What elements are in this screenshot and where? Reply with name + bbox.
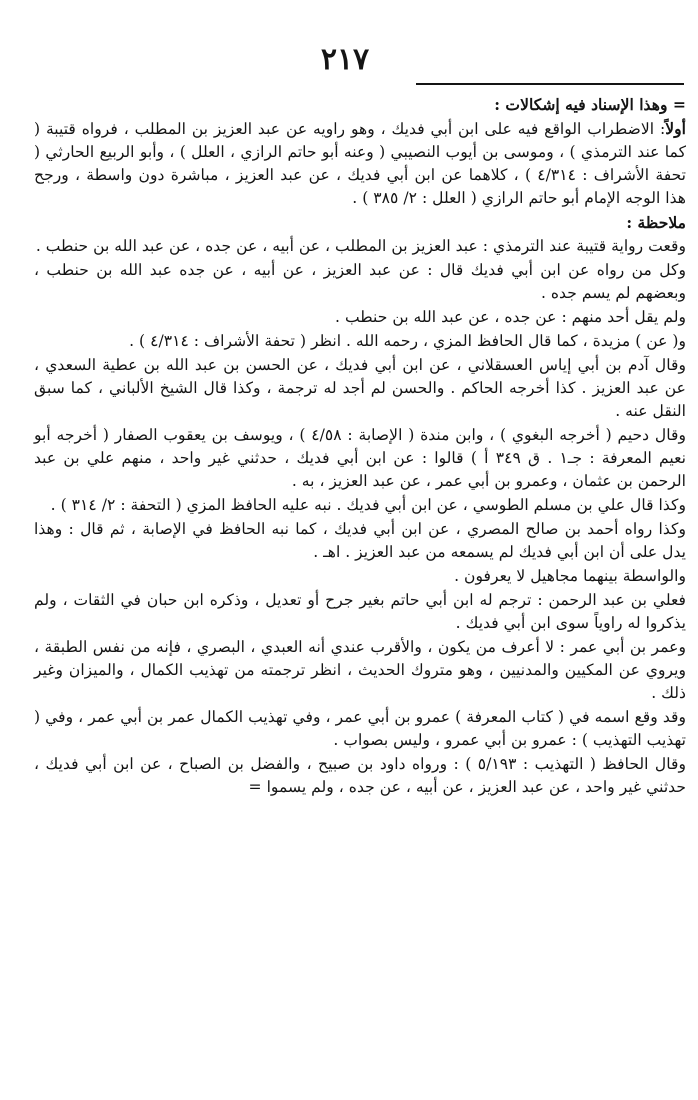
body-text xyxy=(34,93,686,800)
paragraph: وقال آدم بن أبي إياس العسقلاني ، عن ابن أبي فديك ، عن الحسن بن عبد الله بن عطية السعدي ، عن عبد العزيز . كذا أخرجه الحاكم . والحسن لم أجد له ترجمة ، وكذا قال الشيخ الألباني ، كما سبق النقل عنه . xyxy=(34,356,686,420)
paragraph: فعلي بن عبد الرحمن : ترجم له ابن أبي حاتم بغير جرح أو تعديل ، وذكره ابن حبان في الثقات ، ولم يذكروا له راوياً سوى ابن أبي فديك . xyxy=(34,591,686,632)
paragraph: وقعت رواية قتيبة عند الترمذي : عبد العزيز بن المطلب ، عن أبيه ، عن جده ، عن عبد الله بن حنطب . xyxy=(35,237,686,255)
paragraph: وكذا رواه أحمد بن صالح المصري ، عن ابن أبي فديك ، كما نبه الحافظ في الإصابة ، ثم قال : وهذا يدل على أن ابن أبي فديك لم يسمعه من عبد العزيز . اهـ . xyxy=(34,520,686,561)
paragraph: والواسطة بينهما مجاهيل لا يعرفون . xyxy=(454,567,686,585)
intro-paragraph xyxy=(34,117,686,210)
paragraph: وقال دحيم ( أخرجه البغوي ) ، وابن مندة ( الإصابة : ٤/٥٨ ) ، ويوسف بن يعقوب الصفار ( أخرجه أبو نعيم المعرفة : جـ١ . ق ٣٤٩ أ ) قالوا : عن ابن أبي فديك ، حدثني غير واحد ، منهم علي بن عبد الرحمن بن عثمان ، وعمرو بن أبي عمر ، عن عبد العزيز ، به . xyxy=(34,426,686,490)
note-label: ملاحظة : xyxy=(626,213,686,232)
intro-label: أولاً xyxy=(665,119,686,138)
paragraph: ولم يقل أحد منهم : عن جده ، عن عبد الله بن حنطب . xyxy=(335,308,686,326)
paragraph: وكذا قال علي بن مسلم الطوسي ، عن ابن أبي فديك . نبه عليه الحافظ المزي ( التحفة : ٢/ ٣١٤ ) . xyxy=(50,496,686,514)
page-number: ٢١٧ xyxy=(320,42,370,77)
paragraph: وعمر بن أبي عمر : لا أعرف من يكون ، والأقرب عندي أنه العبدي ، البصري ، فإنه من نفس الطبقة ، ويروي عن المكيين والمدنيين ، وهو متروك الحديث ، انظر ترجمته من تهذيب الكمال ، والميزان وغير ذلك . xyxy=(34,638,686,702)
section-heading: = وهذا الإسناد فيه إشكالات : xyxy=(494,95,686,114)
intro-text: : الاضطراب الواقع فيه على ابن أبي فديك ، وهو راويه عن عبد العزيز بن المطلب ، فرواه قتيبة ( كما عند الترمذي ) ، وموسى بن أيوب النصيبي ( وعنه أبو حاتم الرازي ، العلل ) ، وأبو الربيع الحارثي ( تحفة الأشراف : ٤/٣١٤ ) ، كلاهما عن ابن أبي فديك ، عن عبد العزيز ، مباشرة دون واسطة ، ورجح هذا الوجه الإمام أبو حاتم الرازي ( العلل : ٢/ ٣٨٥ ) . xyxy=(34,120,687,207)
paragraph: وكل من رواه عن ابن أبي فديك قال : عن عبد العزيز ، عن أبيه ، عن جده عبد الله بن حنطب ، وبعضهم لم يسم جده . xyxy=(34,261,686,302)
header-rule xyxy=(416,83,684,85)
paragraph: و( عن ) مزيدة ، كما قال الحافظ المزي ، رحمه الله . انظر ( تحفة الأشراف : ٤/٣١٤ ) . xyxy=(129,332,686,350)
paragraph: وقد وقع اسمه في ( كتاب المعرفة ) عمرو بن أبي عمر ، وفي تهذيب الكمال عمر بن أبي عمر ، وفي ( تهذيب التهذيب ) : عمرو بن أبي عمرو ، وليس بصواب . xyxy=(34,708,686,749)
paragraph: وقال الحافظ ( التهذيب : ٥/١٩٣ ) : ورواه داود بن صبيح ، والفضل بن الصباح ، عن ابن أبي فديك ، حدثني غير واحد ، عن عبد العزيز ، عن أبيه ، عن جده ، ولم يسموا = xyxy=(34,755,686,796)
